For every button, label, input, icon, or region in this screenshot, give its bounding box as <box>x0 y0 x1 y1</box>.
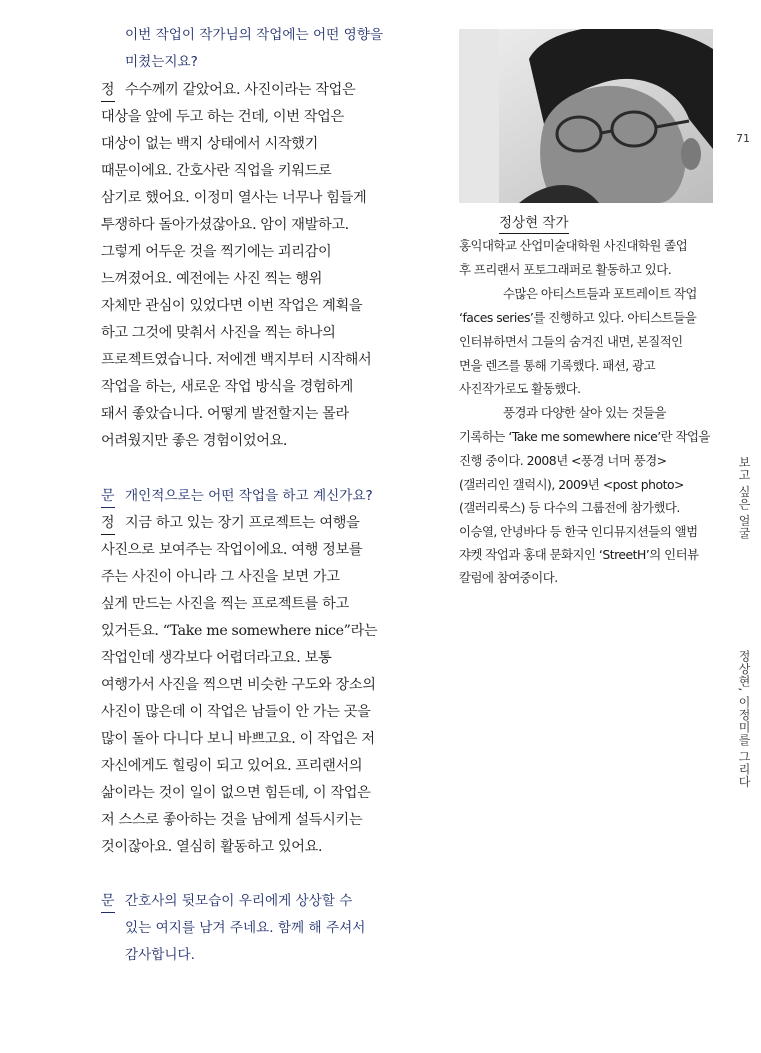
photographer-name: 정상현 작가 <box>499 214 569 234</box>
answer-2-line-7: 여행가서 사진을 찍으면 비슷한 구도와 장소의 <box>101 677 376 693</box>
bio-line-2: 후 프리랜서 포토그래퍼로 활동하고 있다. <box>459 262 672 277</box>
bio-line-12: (갤러리룩스) 등 다수의 그룹전에 참가했다. <box>459 500 680 515</box>
answer-2-line-10: 자신에게도 힐링이 되고 있어요. 프리랜서의 <box>101 758 363 774</box>
answer-2-line-6: 작업인데 생각보다 어렵더라고요. 보통 <box>101 650 332 666</box>
answer-1-line-6: 투쟁하다 돌아가셨잖아요. 암이 재발하고. <box>101 217 349 233</box>
answer-1-line-11: 프로젝트였습니다. 저에겐 백지부터 시작해서 <box>101 352 372 368</box>
answer-2-line-12: 저 스스로 좋아하는 것을 남에게 설득시키는 <box>101 812 363 828</box>
photographer-portrait <box>459 29 713 203</box>
answer-1-line-1: 수수께끼 같았어요. 사진이라는 작업은 <box>125 82 356 98</box>
bio-line-8: 풍경과 다양한 살아 있는 것들을 <box>503 405 666 420</box>
question-3-line-2: 있는 여지를 남겨 주네요. 함께 해 주셔서 <box>125 920 366 936</box>
question-2-line-1: 개인적으로는 어떤 작업을 하고 계신가요? <box>125 488 373 504</box>
bio-line-15: 칼럼에 참여중이다. <box>459 570 558 585</box>
answer-2-line-11: 삶이라는 것이 일이 없으면 힘든데, 이 작업은 <box>101 785 371 801</box>
bio-line-10: 진행 중이다. 2008년 <풍경 너머 풍경> <box>459 453 667 468</box>
bio-line-3: 수많은 아티스트들과 포트레이트 작업 <box>503 286 697 301</box>
answer-2-marker: 정 <box>101 513 115 535</box>
answer-1-line-7: 그렇게 어두운 것을 찍기에는 괴리감이 <box>101 244 332 260</box>
question-3-marker: 문 <box>101 891 115 913</box>
question-1-line-1: 이번 작업이 작가님의 작업에는 어떤 영향을 <box>125 27 383 43</box>
answer-1-line-8: 느껴졌어요. 예전에는 사진 찍는 행위 <box>101 271 323 287</box>
answer-1-line-10: 하고 그것에 맞춰서 사진을 찍는 하나의 <box>101 325 336 341</box>
answer-1-marker: 정 <box>101 80 115 102</box>
answer-2-line-5: 있거든요. “Take me somewhere nice”라는 <box>101 623 378 639</box>
answer-2-line-3: 주는 사진이 아니라 그 사진을 보면 가고 <box>101 569 340 585</box>
bio-line-9: 기록하는 ‘Take me somewhere nice’란 작업을 <box>459 429 710 444</box>
answer-1-line-14: 어려웠지만 좋은 경험이었어요. <box>101 433 288 449</box>
running-title-1: 보고 싶은 얼굴 <box>737 456 751 540</box>
page-number: 71 <box>736 132 750 145</box>
answer-1-line-13: 돼서 좋았습니다. 어떻게 발전할지는 몰라 <box>101 406 349 422</box>
bio-line-13: 이승열, 안녕바다 등 한국 인디뮤지션들의 앨범 <box>459 524 698 539</box>
question-3-line-3: 감사합니다. <box>125 947 195 963</box>
answer-2-line-4: 싶게 만드는 사진을 찍는 프로젝트를 하고 <box>101 596 349 612</box>
bio-line-5: 인터뷰하면서 그들의 숨겨진 내면, 본질적인 <box>459 334 683 349</box>
answer-2-line-8: 사진이 많은데 이 작업은 남들이 안 가는 곳을 <box>101 704 371 720</box>
answer-1-line-2: 대상을 앞에 두고 하는 건데, 이번 작업은 <box>101 109 344 125</box>
bio-line-4: ‘faces series’를 진행하고 있다. 아티스트들을 <box>459 310 697 325</box>
answer-1-line-3: 대상이 없는 백지 상태에서 시작했기 <box>101 136 318 152</box>
bio-line-6: 면을 렌즈를 통해 기록했다. 패션, 광고 <box>459 358 656 373</box>
answer-1-line-12: 작업을 하는, 새로운 작업 방식을 경험하게 <box>101 379 353 395</box>
question-3-line-1: 간호사의 뒷모습이 우리에게 상상할 수 <box>125 893 353 909</box>
answer-2-line-13: 것이잖아요. 열심히 활동하고 있어요. <box>101 839 323 855</box>
bio-line-14: 쟈켓 작업과 홍대 문화지인 ‘StreetH’의 인터뷰 <box>459 547 699 562</box>
bio-line-1: 홍익대학교 산업미술대학원 사진대학원 졸업 <box>459 238 688 253</box>
bio-line-7: 사진작가로도 활동했다. <box>459 381 581 396</box>
answer-1-line-5: 삼기로 했어요. 이정미 열사는 너무나 힘들게 <box>101 190 367 206</box>
answer-2-line-9: 많이 돌아 다니다 보니 바쁘고요. 이 작업은 저 <box>101 731 375 747</box>
answer-2-line-1: 지금 하고 있는 장기 프로젝트는 여행을 <box>125 515 360 531</box>
answer-1-line-9: 자체만 관심이 있었다면 이번 작업은 계획을 <box>101 298 363 314</box>
bio-line-11: (갤러리인 갤럭시), 2009년 <post photo> <box>459 477 684 492</box>
running-title-2: 정상현, 이정미를 그리다 <box>737 650 751 788</box>
question-1-line-2: 미쳤는지요? <box>125 54 198 70</box>
answer-2-line-2: 사진으로 보여주는 작업이에요. 여행 정보를 <box>101 542 363 558</box>
answer-1-line-4: 때문이에요. 간호사란 직업을 키워드로 <box>101 163 332 179</box>
question-2-marker: 문 <box>101 486 115 508</box>
